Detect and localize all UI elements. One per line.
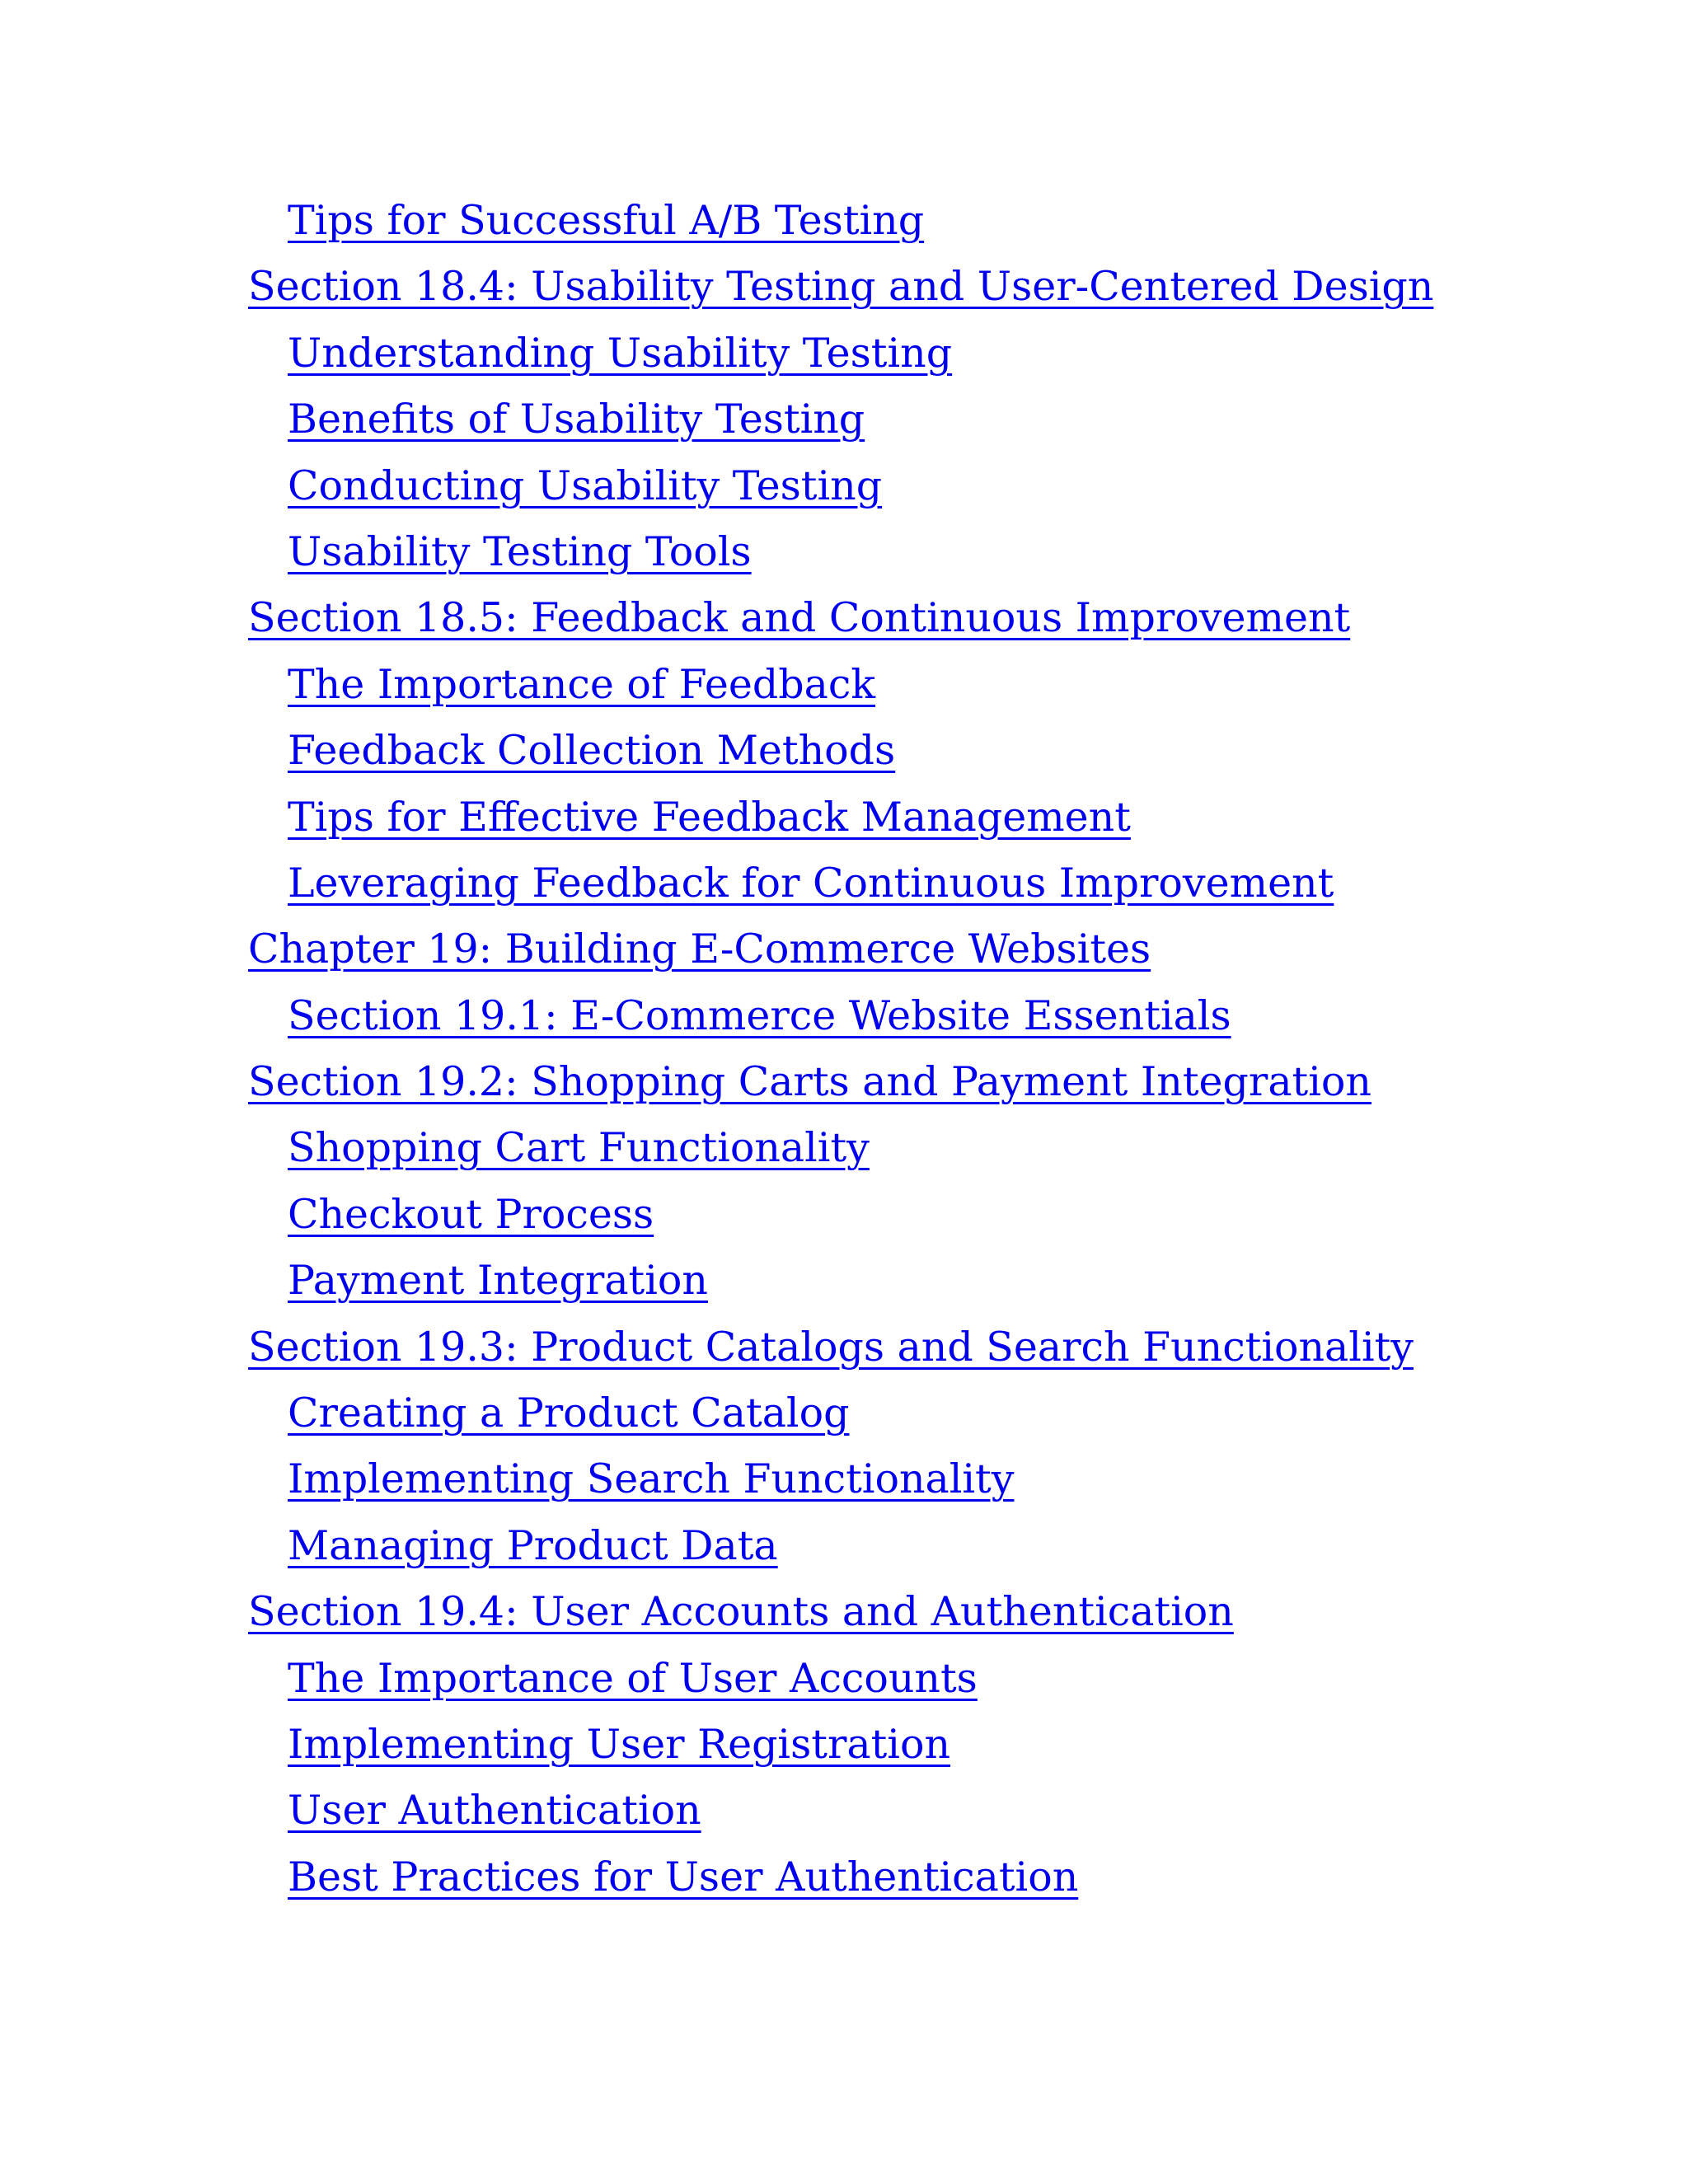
toc-entry xyxy=(248,785,1567,851)
toc-link[interactable]: Understanding Usability Testing xyxy=(288,329,953,377)
toc-link[interactable]: Tips for Successful A/B Testing xyxy=(288,197,925,244)
toc-link[interactable]: Section 19.2: Shopping Carts and Payment Integration xyxy=(248,1058,1372,1106)
toc-entry xyxy=(248,1248,1567,1314)
toc-link[interactable]: The Importance of User Accounts xyxy=(288,1654,978,1702)
toc-link[interactable]: Implementing User Registration xyxy=(288,1720,951,1768)
toc-entry xyxy=(248,321,1567,387)
toc-link[interactable]: Creating a Product Catalog xyxy=(288,1390,850,1437)
toc-link[interactable]: Best Practices for User Authentication xyxy=(288,1853,1079,1900)
toc-link[interactable]: Implementing Search Functionality xyxy=(288,1455,1015,1503)
toc-entry xyxy=(248,718,1567,784)
toc-link[interactable]: Tips for Effective Feedback Management xyxy=(288,793,1131,841)
toc-entry xyxy=(248,1315,1567,1380)
toc-entry xyxy=(248,1513,1567,1579)
toc-entry xyxy=(248,652,1567,718)
toc-entry xyxy=(248,1115,1567,1181)
toc-link[interactable]: Conducting Usability Testing xyxy=(288,462,883,509)
toc-entry xyxy=(248,188,1567,254)
table-of-contents xyxy=(248,188,1567,1910)
toc-entry xyxy=(248,1712,1567,1778)
toc-link[interactable]: Benefits of Usability Testing xyxy=(288,396,865,443)
toc-entry xyxy=(248,1579,1567,1645)
toc-link[interactable]: Section 18.5: Feedback and Continuous Improvement xyxy=(248,594,1351,642)
toc-entry xyxy=(248,1380,1567,1446)
toc-entry xyxy=(248,254,1567,320)
toc-link[interactable]: Managing Product Data xyxy=(288,1521,778,1569)
toc-link[interactable]: Chapter 19: Building E-Commerce Websites xyxy=(248,926,1151,973)
toc-entry xyxy=(248,1844,1567,1910)
toc-link[interactable]: Checkout Process xyxy=(288,1190,654,1238)
toc-link[interactable]: Section 19.1: E-Commerce Website Essentials xyxy=(288,991,1231,1039)
toc-link[interactable]: The Importance of Feedback xyxy=(288,660,876,708)
toc-link[interactable]: Leveraging Feedback for Continuous Improvement xyxy=(288,859,1334,907)
toc-link[interactable]: Section 19.4: User Accounts and Authentication xyxy=(248,1588,1234,1636)
toc-entry xyxy=(248,1778,1567,1844)
toc-entry xyxy=(248,851,1567,916)
toc-entry xyxy=(248,1182,1567,1248)
toc-link[interactable]: User Authentication xyxy=(288,1787,701,1835)
toc-entry xyxy=(248,585,1567,651)
toc-link[interactable]: Payment Integration xyxy=(288,1257,708,1305)
toc-entry xyxy=(248,1446,1567,1512)
toc-entry xyxy=(248,1646,1567,1712)
toc-link[interactable]: Section 18.4: Usability Testing and User-Centered Design xyxy=(248,263,1434,311)
toc-entry xyxy=(248,387,1567,452)
toc-link[interactable]: Feedback Collection Methods xyxy=(288,727,896,775)
toc-entry xyxy=(248,1049,1567,1115)
toc-entry xyxy=(248,916,1567,982)
toc-link[interactable]: Section 19.3: Product Catalogs and Search Functionality xyxy=(248,1323,1414,1371)
toc-entry xyxy=(248,519,1567,585)
toc-link[interactable]: Shopping Cart Functionality xyxy=(288,1124,870,1172)
toc-entry xyxy=(248,983,1567,1049)
toc-link[interactable]: Usability Testing Tools xyxy=(288,527,752,575)
toc-entry xyxy=(248,453,1567,519)
